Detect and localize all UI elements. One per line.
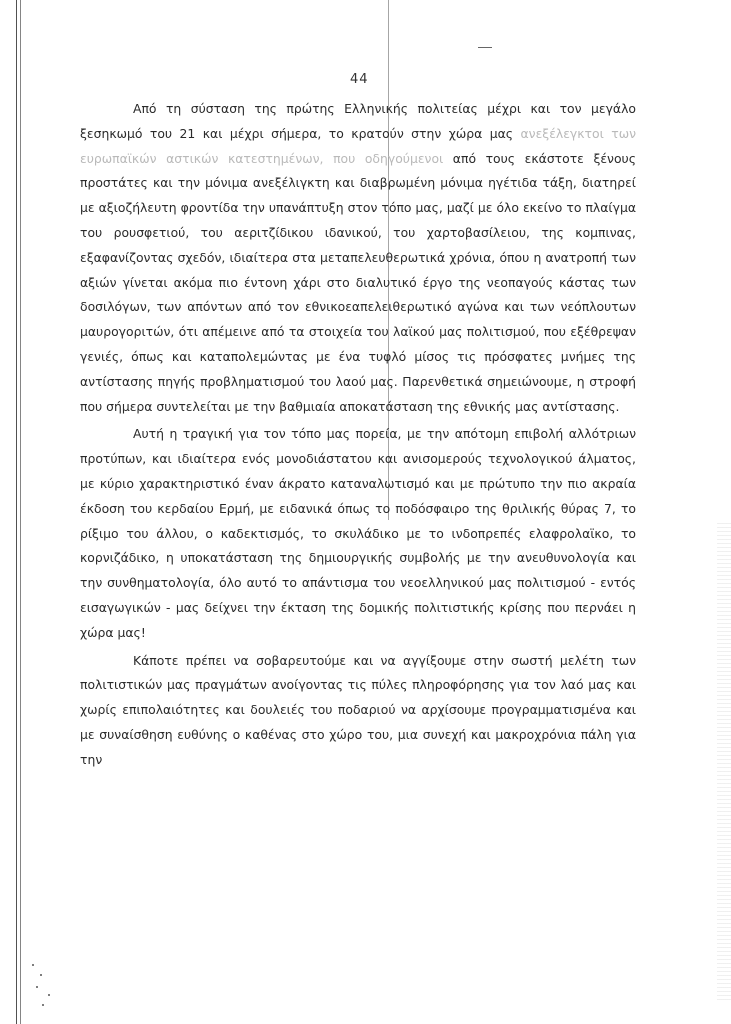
scan-dash-mark — [478, 47, 492, 48]
scan-noise — [717, 520, 731, 1000]
page-number: 44 — [350, 72, 369, 87]
paragraph-1-rest: από τους εκάστοτε ξένους προστάτες και την μόνιμα ανεξέλιγκτη και διαβρωμένη μόνιμα ηγέτιδα τάξη, διατηρεί με αξιοζήλευτη φροντίδα την υπανάπτυξη στον τόπο μας, μαζί με όλο εκείνο το πλαίγμα του ρουσφετιού, του αεριτζίδικου ιδανικού, του χαρτοβασίλειου, της κομπινας, εξαφανίζοντας σχεδόν, ιδιαίτερα στα μεταπελευθερωτικά χρόνια, όπου η ανατροπή των αξιών γίνεται ακόμα πιο έντονη χάρι στο διαλυτικό έργο της νεοπαγούς κάστας των δοσιλόγων, των απόντων από τον εθνικοεαπελειθερωτικό αγώνα και των νεόπλουτων μαυρογοριτών, ότι απέμεινε από τα στοιχεία του λαϊκού μας πολιτισμού, που εξέθρεψαν γενιές, όπως και καταπολεμώντας με ένα τυφλό μίσος τις πρόσφατες μνήμες της αντίστασης πηγής προβληματισμού του λαού μας. Παρενθετικά σημειώνουμε, η στροφή που σήμερα συντελείται με την βαθμιαία αποκατάσταση της εθνικής μας αντίστασης. — [80, 150, 637, 414]
paragraph-1 — [80, 97, 636, 419]
scan-dots — [30, 960, 60, 1010]
scan-edge-line — [16, 0, 17, 1024]
paragraph-2: Αυτή η τραγική για τον τόπο μας πορεία, με την απότομη επιβολή αλλότριων προτύπων, και ιδιαίτερα ενός μονοδιάστατου και ανισομερούς τεχνολογικού άλματος, με κύριο χαρακτηριστικό έναν άκρατο καταναλωτισμό και με πρώτυπο την πιο ακραία έκδοση του κερδαίου Ερμή, με ειδανικά όπως το ποδόσφαιρο της θριλικής θύρας 7, το ρίξιμο του άλλου, ο καδεκτισμός, το σκυλάδικο με το ινδοπρεπές ελαφρολαϊκο, το κορνιζάδικο, η υποκατάσταση της δημιουργικής συμβολής με την ανευθυνολογία και την συνθηματολογία, όλο αυτό το απάντισμα του νεοελληνικού μας πολιτισμού - εντός εισαγωγικών - μας δείχνει την έκταση της δομικής πολιτιστικής κρίσης που περνάει η χώρα μας! — [80, 426, 636, 640]
paragraph-1-start: Από τη σύσταση της πρώτης Ελληνικής πολιτείας μέχρι και τον μεγάλο ξεσηκωμό του 21 και μέχρι σήμερα, το κρατούν στην χώρα μας — [80, 101, 636, 141]
body-text — [80, 97, 636, 773]
scan-edge-line — [20, 0, 21, 1024]
faded-line: ανεξέλεγκτοι των ευρωπαϊκών αστικών κατεστημένων, που οδηγούμενοι — [80, 125, 636, 166]
paragraph-3: Κάποτε πρέπει να σοβαρευτούμε και να αγγίξουμε στην σωστή μελέτη των πολιτιστικών μας πραγμάτων ανοίγοντας τις πύλες πληροφόρησης για τον λαό μας και χωρίς επιπολαιότητες και δουλειές του ποδαριού να αρχίσουμε προγραμματισμένα και με συναίσθηση ευθύνης ο καθένας στο χώρο του, μια συνεχή και μακροχρόνια πάλη για την — [80, 652, 636, 767]
